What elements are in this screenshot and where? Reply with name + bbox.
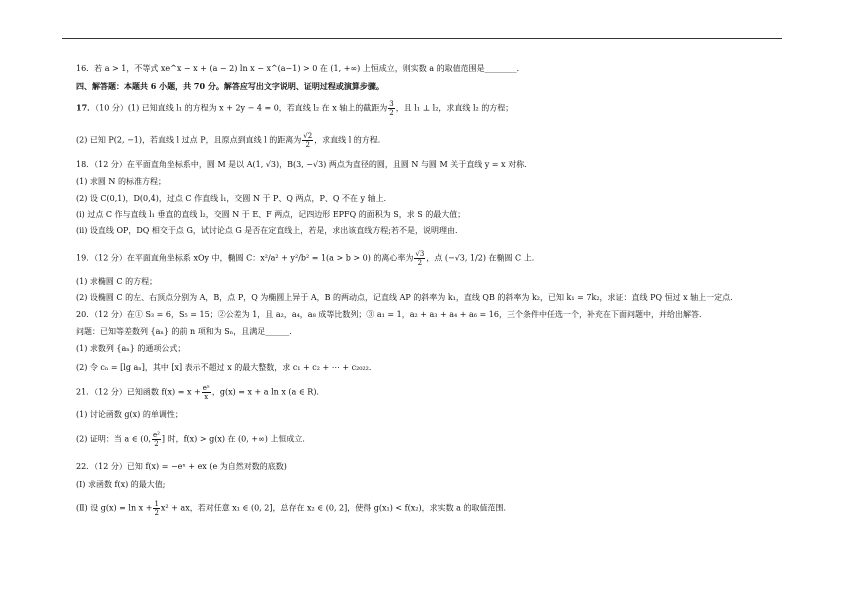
- question-21-part1: (1) 讨论函数 g(x) 的单调性；: [76, 410, 183, 419]
- q19-fraction: $\frac{√3}{2}$: [415, 250, 425, 267]
- question-22-part2: [76, 500, 511, 517]
- q21-p2-text-b: ] 时，f(x) > g(x) 在 (0, +∞) 上恒成立．: [161, 434, 311, 444]
- q21-p2-text-a: (2) 证明：当 a ∈ (0,: [76, 434, 151, 444]
- question-20-part2: (2) 令 cₙ = [lg aₙ]，其中 [x] 表示不超过 x 的最大整数，求 c₁ + c₂ + ⋯ + c₂₀₂₂．: [76, 363, 377, 372]
- q17-p1-text-a: (1) 已知直线 l₁ 的方程为 x + 2y − 4 = 0，若直线 l₂ 在 x 轴上的截距为: [127, 103, 388, 113]
- question-17-part2: [76, 132, 386, 149]
- question-18-part2-ii: (ii) 设直线 OP，DQ 相交于点 G，试讨论点 G 是否在定直线上，若是，求出该直线方程;若不是，说明理由．: [76, 226, 464, 235]
- section-heading: 四、解答题：本题共 6 小题，共 70 分。解答应写出文字说明、证明过程或演算步骤。: [76, 81, 384, 91]
- question-17-part1: [76, 100, 513, 117]
- question-18-part1: (1) 求圆 N 的标准方程；: [76, 177, 166, 186]
- q17-number: 17．: [76, 102, 96, 113]
- q21-text-a: 21．（12 分）已知函数 f(x) = x +: [76, 387, 201, 397]
- q19-text-a: 19．（12 分）在平面直角坐标系 xOy 中，椭圆 C：x²/a² + y²/b² = 1(a > b > 0) 的离心率为: [76, 253, 414, 263]
- question-22-stem: 22．（12 分）已知 f(x) = −eˣ + ex (e 为自然对数的底数): [76, 462, 287, 471]
- question-18-stem: 18．（12 分）在平面直角坐标系中，圆 M 是以 A(1, √3)，B(3, −√3) 两点为直径的圆，且圆 N 与圆 M 关于直线 y = x 对称．: [76, 160, 533, 169]
- question-19-part1: (1) 求椭圆 C 的方程；: [76, 277, 158, 286]
- question-21-stem: [76, 384, 324, 401]
- header-rule: [62, 38, 782, 39]
- question-20-stem: 20．（12 分）在① S₃ = 6，S₅ = 15；②公差为 1，且 a₂，a₄，a₈ 成等比数列；③ a₁ = 1，a₂ + a₃ + a₄ + a₆ = 16，三个条件中任选一个，补充在下面问题中，并给出解答．: [76, 310, 707, 319]
- question-22-part1: (Ⅰ) 求函数 f(x) 的最大值;: [76, 480, 166, 489]
- q22-p2-text-a: (Ⅱ) 设 g(x) = ln x +: [76, 503, 153, 513]
- q22-p2-fraction: $\frac{1}{2}$: [154, 500, 159, 517]
- question-20-part1: (1) 求数列 {aₙ} 的通项公式；: [76, 344, 186, 353]
- question-19-stem: [76, 250, 540, 267]
- q17-p2-text-b: ，求直线 l 的方程．: [314, 135, 386, 145]
- q19-text-b: ，点 (−√3, 1/2) 在椭圆 C 上．: [426, 253, 540, 263]
- q17-p1-text-b: ，且 l₁ ⊥ l₂，求直线 l₂ 的方程；: [395, 103, 514, 113]
- q21-fraction: $\frac{\text{eˣ}}{x}$: [202, 384, 210, 401]
- question-21-part2: [76, 431, 310, 448]
- q17-score: （10 分）: [95, 103, 128, 113]
- question-19-part2: (2) 设椭圆 C 的左、右顶点分别为 A，B，点 P，Q 为椭圆上异于 A，B 的两动点，记直线 AP 的斜率为 k₁，直线 QB 的斜率为 k₂，已知 k₁ = 7k₂，求证：直线 PQ 恒过 x 轴上一定点．: [76, 293, 739, 302]
- question-18-part2: (2) 设 C(0,1)，D(0,4)，过点 C 作直线 l₁，交圆 N 于 P、Q 两点，P、Q 不在 y 轴上．: [76, 194, 392, 203]
- q17-p2-fraction: $\frac{√2}{2}$: [303, 132, 313, 149]
- question-20-problem: 问题：已知等差数列 {aₙ} 的前 n 项和为 Sₙ，且满足______．: [76, 327, 298, 336]
- q21-text-b: ，g(x) = x + a ln x (a ∈ R)．: [211, 387, 325, 397]
- question-18-part2-i: (i) 过点 C 作与直线 l₁ 垂直的直线 l₂，交圆 N 于 E、F 两点，记四边形 EPFQ 的面积为 S，求 S 的最大值；: [76, 210, 466, 219]
- question-16: 16．若 a > 1，不等式 xe^x − x + (a − 2) ln x − x^(a−1) > 0 在 (1, +∞) 上恒成立，则实数 a 的取值范围是________．: [76, 64, 525, 73]
- q17-p1-fraction: $\frac{3}{2}$: [389, 100, 394, 117]
- q17-p2-text-a: (2) 已知 P(2, −1)，若直线 l 过点 P，且原点到直线 l 的距离为: [76, 135, 302, 145]
- q21-p2-fraction: $\frac{\text{e²}}{2}$: [152, 431, 160, 448]
- q22-p2-text-b: x² + ax，若对任意 x₁ ∈ (0, 2]，总存在 x₂ ∈ (0, 2]，使得 g(x₁) < f(x₂)，求实数 a 的取值范围．: [160, 503, 512, 513]
